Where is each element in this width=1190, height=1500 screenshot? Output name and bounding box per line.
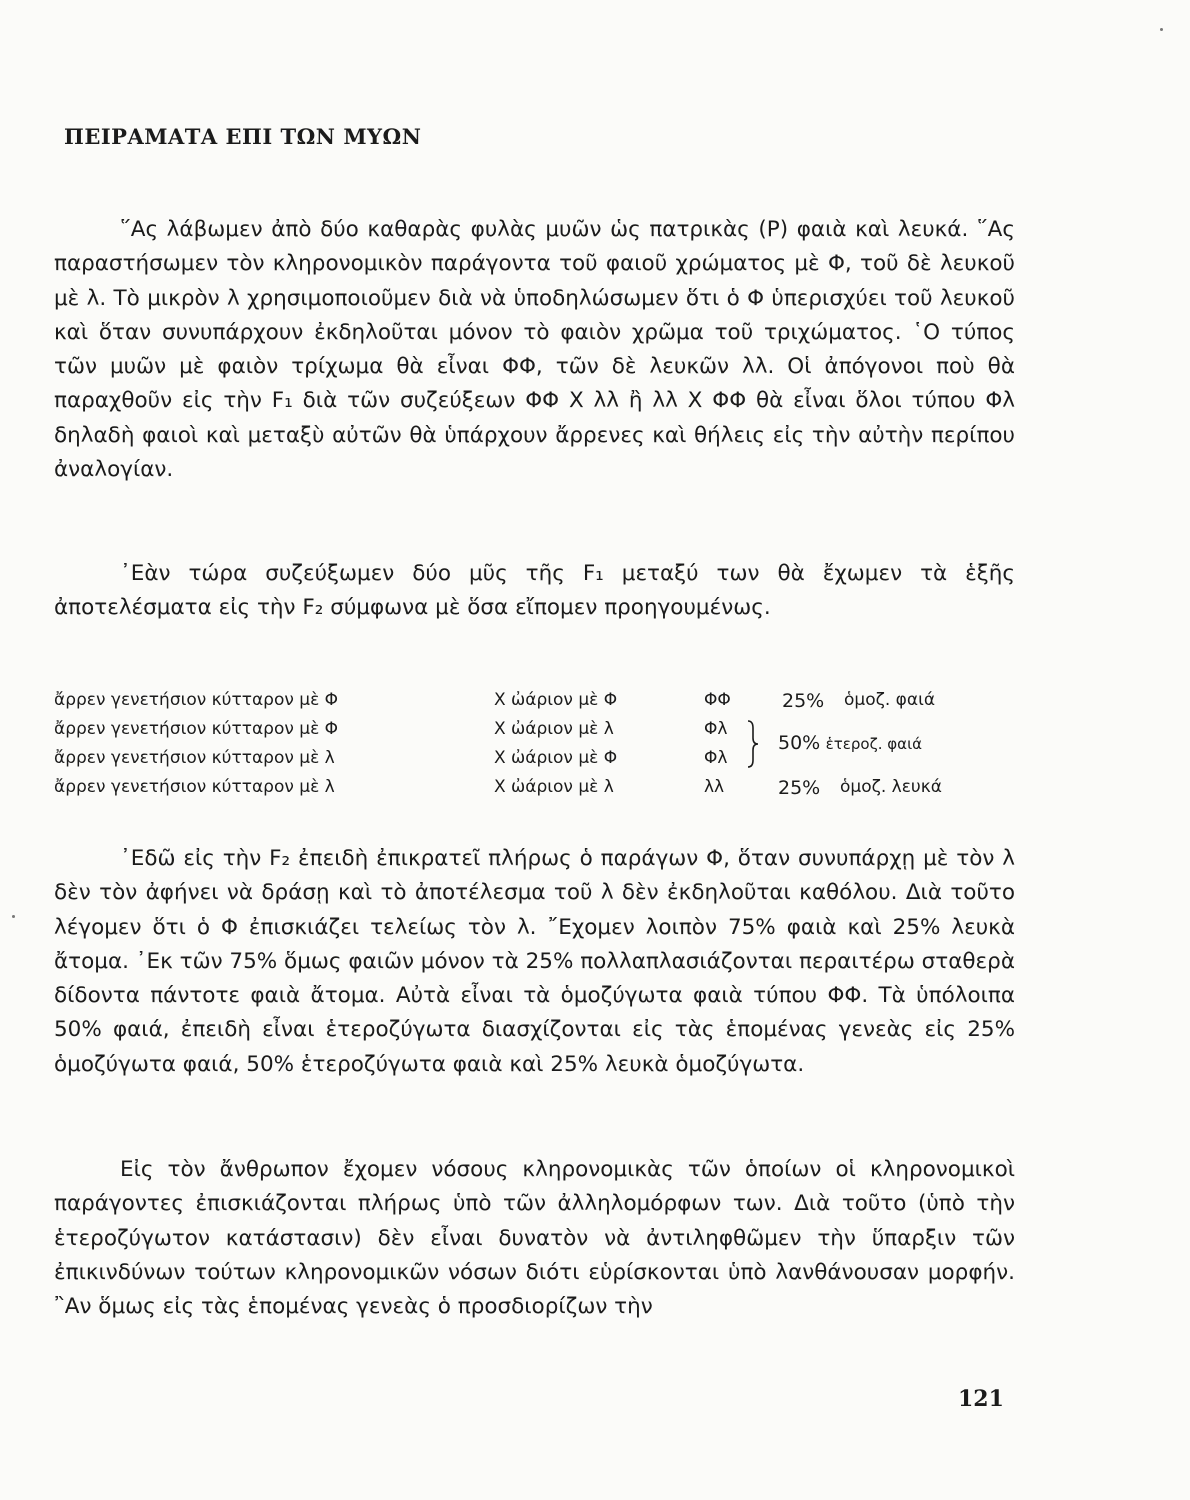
result-description: ὁμοζ. λευκά <box>840 777 942 797</box>
paragraph-4-text: Εἰς τὸν ἄνθρωπον ἔχομεν νόσους κληρονομικὰς τῶν ὁποίων οἱ κληρονομικοὶ παράγοντες ἐπισκιάζονται πλήρως ὑπὸ τῶν ἀλληλομόρφων των. Διὰ τοῦτο (ὑπὸ τὴν ἑτεροζύγωτον κατάστασιν) δὲν εἶναι δυνατὸν νὰ ἀντιληφθῶμεν τὴν ὕπαρξιν τῶν ἐπικινδύνων τούτων κληρονομικῶν νόσων διότι εὑρίσκονται ὑπὸ λανθάνουσαν μορφήν. ῍Αν ὅμως εἰς τὰς ἑπομένας γενεὰς ὁ προσδιορίζων τὴν <box>54 1157 1015 1320</box>
paragraph-2-text: ᾿Εὰν τώρα συζεύξωμεν δύο μῦς τῆς F₁ μεταξύ των θὰ ἔχωμεν τὰ ἑξῆς ἀποτελέσματα εἰς τὴν F₂ σύμφωνα μὲ ὅσα εἴπομεν προηγουμένως. <box>54 561 1015 621</box>
paragraph-3-text: ᾿Εδῶ εἰς τὴν F₂ ἐπειδὴ ἐπικρατεῖ πλήρως ὁ παράγων Φ, ὅταν συνυπάρχῃ μὲ τὸν λ δὲν τὸν ἀφήνει νὰ δράσῃ καὶ τὸ ἀποτέλεσμα τοῦ λ δὲν ἐκδηλοῦται καθόλου. Διὰ τοῦτο λέγομεν ὅτι ὁ Φ ἐπισκιάζει τελείως τὸν λ. ῎Εχομεν λοιπὸν 75% φαιὰ καὶ 25% λευκὰ ἄτομα. ᾿Εκ τῶν 75% ὅμως φαιῶν μόνον τὰ 25% πολλαπλασιάζονται περαιτέρω σταθερὰ δίδοντα πάντοτε φαιὰ ἄτομα. Αὐτὰ εἶναι τὰ ὁμοζύγωτα φαιὰ τύπου ΦΦ. Τὰ ὑπόλοιπα 50% φαιά, ἐπειδὴ εἶναι ἑτεροζύγωτα διασχίζονται εἰς τὰς ἑπομένας γενεὰς εἰς 25% ὁμοζύγωτα φαιά, 50% ἑτεροζύγωτα φαιὰ καὶ 25% λευκὰ ὁμοζύγωτα. <box>54 846 1015 1077</box>
result-description: ὁμοζ. φαιά <box>844 690 936 710</box>
egg-gamete: Χ ὠάριον μὲ Φ <box>494 748 618 768</box>
paragraph-4 <box>54 1153 1015 1324</box>
section-heading: ΠΕΙΡΑΜΑΤΑ ΕΠΙ ΤΩΝ ΜΥΩΝ <box>64 124 422 149</box>
scan-speck <box>12 915 15 918</box>
percentage: 50% <box>778 732 821 754</box>
page-number: 121 <box>958 1386 1004 1412</box>
male-gamete: ἄρρεν γενετήσιον κύτταρον μὲ λ <box>54 777 335 797</box>
paragraph-2 <box>54 557 1015 626</box>
male-gamete: ἄρρεν γενετήσιον κύτταρον μὲ Φ <box>54 719 339 739</box>
result-description: ἑτεροζ. φαιά <box>825 735 923 753</box>
percentage: 25% <box>782 690 825 712</box>
genotype: ΦΦ <box>704 690 731 710</box>
egg-gamete: Χ ὠάριον μὲ λ <box>494 719 614 739</box>
paragraph-1 <box>54 213 1015 487</box>
male-gamete: ἄρρεν γενετήσιον κύτταρον μὲ Φ <box>54 690 339 710</box>
genotype: Φλ <box>704 748 728 768</box>
paragraph-1-text: ῞Ας λάβωμεν ἀπὸ δύο καθαρὰς φυλὰς μυῶν ὡς πατρικὰς (Ρ) φαιὰ καὶ λευκά. ῞Ας παραστήσωμεν τὸν κληρονομικὸν παράγοντα τοῦ φαιοῦ χρώματος μὲ Φ, τοῦ δὲ λευκοῦ μὲ λ. Τὸ μικρὸν λ χρησιμοποιοῦμεν διὰ νὰ ὑποδηλώσωμεν ὅτι ὁ Φ ὑπερισχύει τοῦ λευκοῦ καὶ ὅταν συνυπάρχουν ἐκδηλοῦται μόνον τὸ φαιὸν χρῶμα τοῦ τριχώματος. ῾Ο τύπος τῶν μυῶν μὲ φαιὸν τρίχωμα θὰ εἶναι ΦΦ, τῶν δὲ λευκῶν λλ. Οἱ ἀπόγονοι ποὺ θὰ παραχθοῦν εἰς τὴν F₁ διὰ τῶν συζεύξεων ΦΦ Χ λλ ἢ λλ Χ ΦΦ θὰ εἶναι ὅλοι τύπου Φλ δηλαδὴ φαιοὶ καὶ μεταξὺ αὐτῶν θὰ ὑπάρχουν ἄρρενες καὶ θήλεις εἰς τὴν αὐτὴν περίπου ἀναλογίαν. <box>54 217 1015 483</box>
male-gamete: ἄρρεν γενετήσιον κύτταρον μὲ λ <box>54 748 335 768</box>
genotype: Φλ <box>704 719 728 739</box>
paragraph-3 <box>54 842 1015 1082</box>
combined-result <box>778 732 922 754</box>
scan-speck <box>1160 28 1163 31</box>
percentage: 25% <box>778 777 821 799</box>
egg-gamete: Χ ὠάριον μὲ Φ <box>494 690 618 710</box>
egg-gamete: Χ ὠάριον μὲ λ <box>494 777 614 797</box>
genotype: λλ <box>704 777 725 797</box>
curly-brace-icon <box>746 720 760 768</box>
